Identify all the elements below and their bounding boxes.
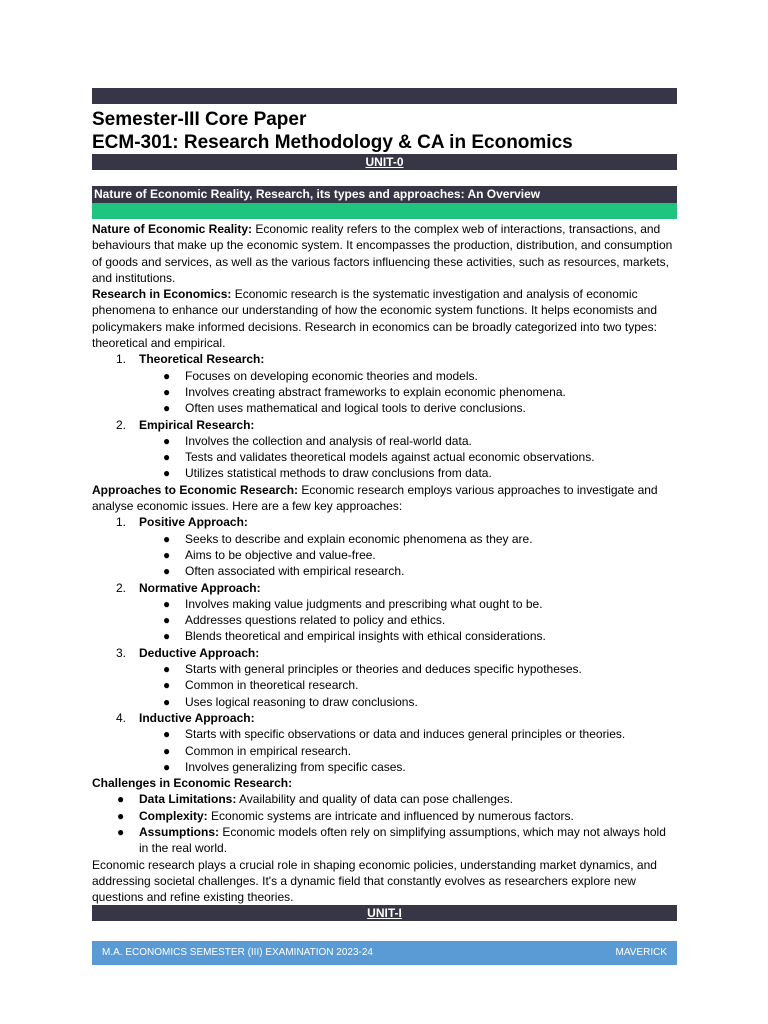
bullet-text: Starts with general principles or theories and deduces specific hypotheses. <box>185 662 582 677</box>
bullet-icon: ● <box>163 401 171 416</box>
approaches-list <box>92 514 677 775</box>
bullet-text: Common in theoretical research. <box>185 678 359 693</box>
bullet-icon: ● <box>163 596 171 611</box>
list-item-title: Theoretical Research: <box>139 352 265 367</box>
list-item <box>92 759 677 775</box>
paragraph-label: Approaches to Economic Research: <box>92 482 299 497</box>
paragraph-economic-reality <box>92 221 677 286</box>
challenge-text: Economic models often rely on simplifying assumptions, which may not always hold in the real world. <box>139 824 666 856</box>
list-number: 3. <box>116 645 127 660</box>
closing-paragraph: Economic research plays a crucial role in shaping economic policies, understanding market dynamics, and addressing societal challenges. It's a dynamic field that constantly evolves as researchers explore new questions and refine existing theories. <box>92 857 657 905</box>
sublist-wrapper <box>92 726 677 775</box>
bullet-text: Involves the collection and analysis of real-world data. <box>185 433 472 448</box>
course-title-line1: Semester-III Core Paper <box>92 109 307 130</box>
bullet-icon: ● <box>163 613 171 628</box>
list-item <box>92 400 677 416</box>
list-number: 2. <box>116 580 127 595</box>
bullet-text: Seeks to describe and explain economic phenomena as they are. <box>185 531 533 546</box>
bullet-text: Involves generalizing from specific cases. <box>185 759 406 774</box>
paragraph-research-economics <box>92 286 677 351</box>
bullet-icon: ● <box>163 384 171 399</box>
list-item <box>92 351 677 367</box>
list-item <box>92 661 677 677</box>
bullet-icon: ● <box>163 450 171 465</box>
research-types-list <box>92 351 677 481</box>
list-item <box>92 677 677 693</box>
list-number: 1. <box>116 515 127 530</box>
bullet-icon: ● <box>163 694 171 709</box>
course-title-line2: ECM-301: Research Methodology & CA in Economics <box>92 132 573 153</box>
list-number: 4. <box>116 710 127 725</box>
list-item <box>92 547 677 563</box>
bullet-text: Focuses on developing economic theories and models. <box>185 368 478 383</box>
list-item <box>92 824 677 857</box>
list-item <box>92 596 677 612</box>
paragraph-text: Economic reality refers to the complex web of interactions, transactions, and behaviours that make up the economic system. It encompasses the production, distribution, and consumption of goods and services, as well as the various factors influencing these activities, such as resources, markets, and institutions. <box>92 222 673 285</box>
list-item <box>92 531 677 547</box>
list-item <box>92 563 677 579</box>
sublist-wrapper <box>92 596 677 645</box>
list-item-title: Deductive Approach: <box>139 645 260 660</box>
list-number: 1. <box>116 352 127 367</box>
bullet-icon: ● <box>163 759 171 774</box>
list-item-title: Empirical Research: <box>139 417 255 432</box>
bullet-text: Uses logical reasoning to draw conclusions. <box>185 694 418 709</box>
paragraph-label: Nature of Economic Reality: <box>92 222 253 236</box>
bullet-icon: ● <box>163 662 171 677</box>
list-item <box>92 465 677 481</box>
bullet-text: Involves creating abstract frameworks to explain economic phenomena. <box>185 384 566 399</box>
sublist-wrapper <box>92 368 677 417</box>
list-item <box>92 368 677 384</box>
bullet-icon: ● <box>163 727 171 742</box>
bullet-text: Common in empirical research. <box>185 743 352 758</box>
bullet-icon: ● <box>163 466 171 481</box>
bullet-icon: ● <box>163 531 171 546</box>
challenges-list <box>92 791 677 856</box>
paragraph-label: Research in Economics: <box>92 287 232 302</box>
sublist-wrapper <box>92 531 677 580</box>
paragraph-text: Economic research employs various approaches to investigate and analyse economic issues. Here are a few key approaches: <box>92 482 658 514</box>
list-item <box>92 726 677 742</box>
section-accent-bar <box>92 203 677 219</box>
bullet-icon: ● <box>163 678 171 693</box>
sublist-wrapper <box>92 661 677 710</box>
challenge-text: Availability and quality of data can pose challenges. <box>236 792 513 807</box>
list-item <box>92 417 677 433</box>
challenge-label: Complexity: <box>139 808 208 823</box>
list-item <box>92 433 677 449</box>
paragraph-text: Economic research is the systematic investigation and analysis of economic phenomena to enhance our understanding of how the economic system functions. It helps economists and policymakers make informed decisions. Research in economics can be broadly categorized into two types: theoretical and empirical. <box>92 287 658 351</box>
list-item-title: Inductive Approach: <box>139 710 255 725</box>
bullet-icon: ● <box>163 433 171 448</box>
bullet-text: Often associated with empirical research. <box>185 564 405 579</box>
footer-exam-title: M.A. ECONOMICS SEMESTER (III) EXAMINATION 2023-24 <box>102 947 373 958</box>
bullet-icon: ● <box>117 808 125 823</box>
list-item <box>92 791 677 807</box>
list-item <box>92 710 677 726</box>
bullet-text: Often uses mathematical and logical tools to derive conclusions. <box>185 401 526 416</box>
list-item <box>92 449 677 465</box>
list-item <box>92 514 677 530</box>
bullet-text: Starts with specific observations or data and induces general principles or theories. <box>185 727 626 742</box>
bullet-icon: ● <box>117 792 125 807</box>
bullet-text: Blends theoretical and empirical insights with ethical considerations. <box>185 629 546 644</box>
challenges-heading: Challenges in Economic Research: <box>92 776 293 791</box>
bullet-icon: ● <box>163 743 171 758</box>
page-footer <box>92 941 677 965</box>
top-header-bar <box>92 88 677 104</box>
bullet-text: Aims to be objective and value-free. <box>185 547 376 562</box>
bullet-icon: ● <box>163 564 171 579</box>
list-item <box>92 808 677 824</box>
bullet-icon: ● <box>163 368 171 383</box>
bullet-text: Tests and validates theoretical models against actual economic observations. <box>185 450 595 465</box>
challenge-label: Data Limitations: <box>139 792 237 807</box>
bullet-text: Addresses questions related to policy and ethics. <box>185 613 446 628</box>
challenge-text: Economic systems are intricate and influenced by numerous factors. <box>207 808 574 823</box>
bullet-icon: ● <box>117 824 125 839</box>
list-item <box>92 694 677 710</box>
list-number: 2. <box>116 417 127 432</box>
list-item <box>92 580 677 596</box>
list-item <box>92 612 677 628</box>
bullet-icon: ● <box>163 629 171 644</box>
document-body <box>92 221 677 905</box>
list-item-title: Normative Approach: <box>139 580 261 595</box>
list-item <box>92 384 677 400</box>
section-title: Nature of Economic Reality, Research, its types and approaches: An Overview <box>92 186 677 203</box>
footer-author: MAVERICK <box>615 947 667 958</box>
challenge-label: Assumptions: <box>139 824 220 839</box>
unit-0-heading: UNIT-0 <box>92 154 677 170</box>
paragraph-approaches <box>92 482 677 515</box>
list-item-title: Positive Approach: <box>139 515 248 530</box>
list-item <box>92 628 677 644</box>
bullet-text: Involves making value judgments and prescribing what ought to be. <box>185 596 543 611</box>
list-item <box>92 743 677 759</box>
list-item <box>92 645 677 661</box>
bullet-icon: ● <box>163 547 171 562</box>
bullet-text: Utilizes statistical methods to draw conclusions from data. <box>185 466 492 481</box>
sublist-wrapper <box>92 433 677 482</box>
unit-1-heading: UNIT-I <box>92 905 677 921</box>
document-page <box>92 88 677 921</box>
